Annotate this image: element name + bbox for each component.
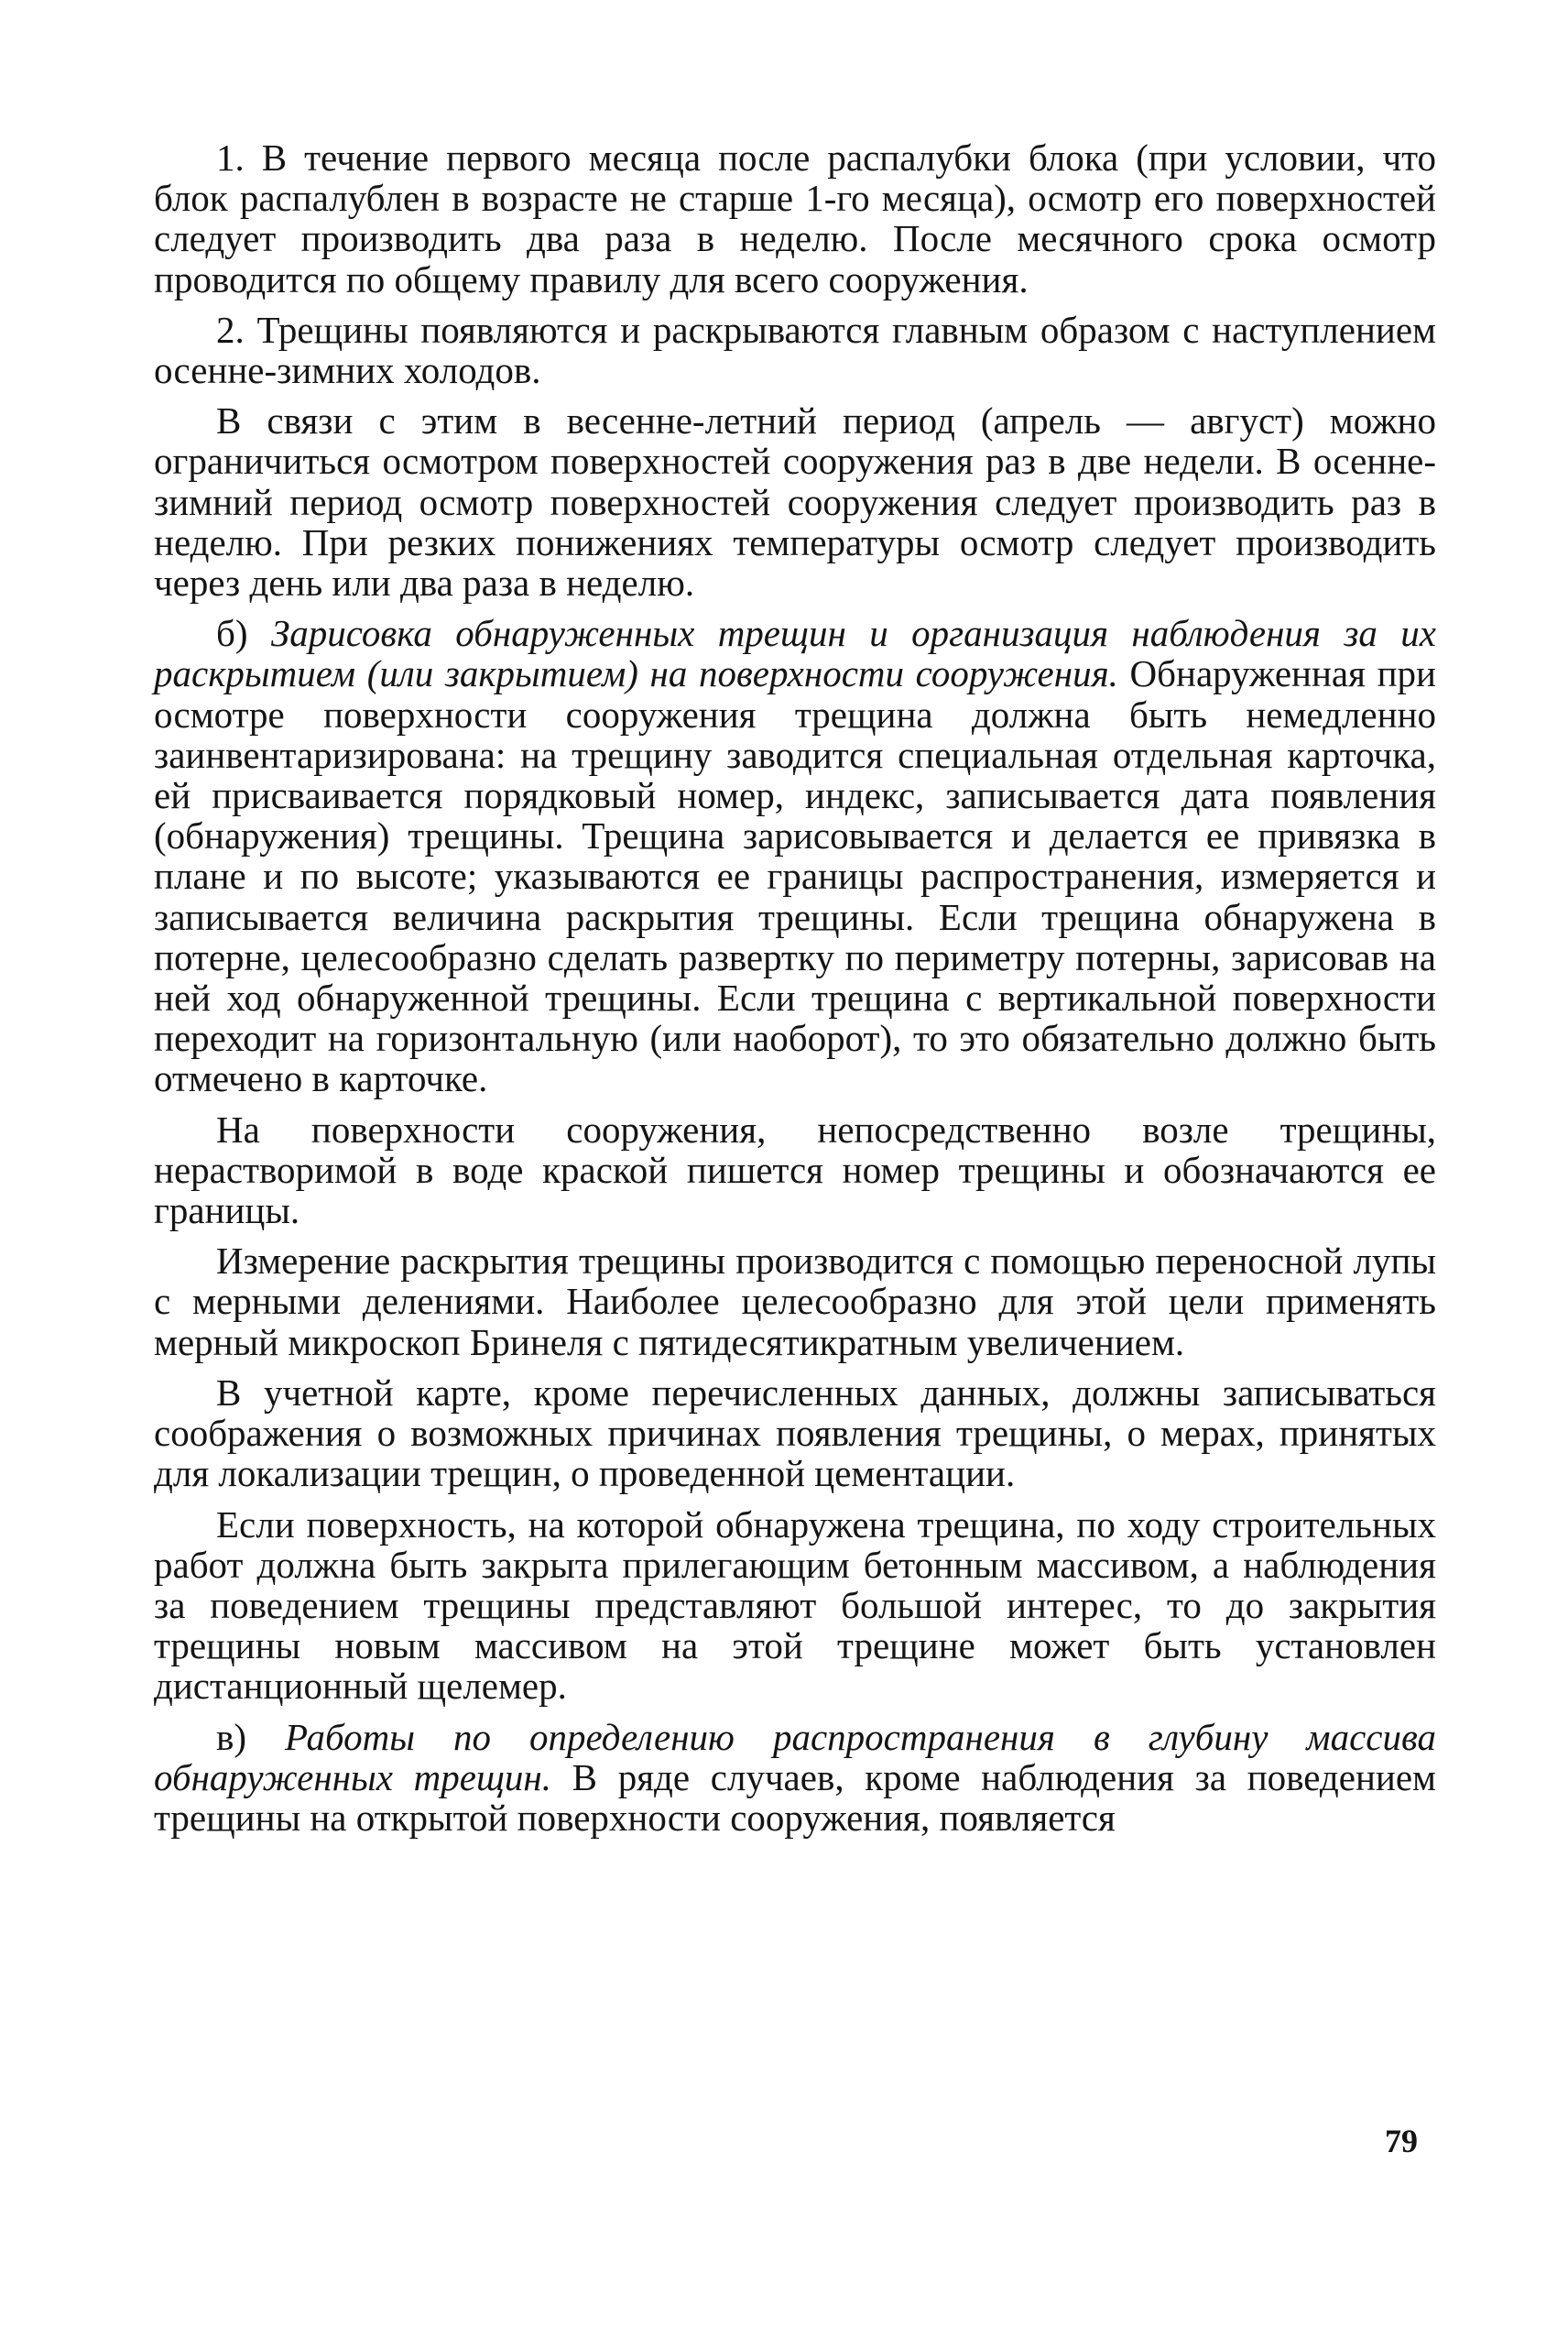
section-v-marker: в) (216, 1715, 286, 1758)
section-v-text: В ряде случаев, кроме наблюдения за поведением трещины на открытой поверхности сооружения, появляется (154, 1755, 1436, 1839)
paragraph-crack-marking: На поверхности сооружения, непосредственно возле трещины, нерастворимой в воде краской пишется номер трещины и обозначаются ее границы. (154, 1108, 1436, 1232)
page-body (154, 137, 1436, 1838)
page-number: 79 (1385, 2123, 1418, 2159)
section-b-marker: б) (216, 612, 271, 655)
paragraph-crack-measurement: Измерение раскрытия трещины производится с помощью переносной лупы с мерными делениями. Наиболее целесообразно для этой цели применять мерный микроскоп Бринеля с пятидесятикратным увеличением. (154, 1240, 1436, 1363)
paragraph-seasonal-inspection: В связи с этим в весенне-летний период (апрель — август) можно ограничиться осмотром поверхностей сооружения раз в две недели. В осенне-зимний период осмотр поверхностей сооружения следует производить раз в неделю. При резких понижениях температуры осмотр следует производить через день или два раза в неделю. (154, 399, 1436, 605)
paragraph-inspection-frequency: 1. В течение первого месяца после распалубки блока (при условии, что блок распалублен в возрасте не старше 1-го месяца), осмотр его поверхностей следует производить два раза в неделю. После месячного срока осмотр проводится по общему правилу для всего сооружения. (154, 137, 1436, 300)
paragraph-crack-depth (154, 1717, 1436, 1839)
paragraph-record-card: В учетной карте, кроме перечисленных данных, должны записываться соображения о возможных причинах появления трещины, о мерах, принятых для локализации трещин, о проведенной цементации. (154, 1371, 1436, 1495)
section-b-heading: Зарисовка обнаруженных трещин и организация наблюдения за их раскрытием (или закрытием) на поверхности сооружения. (154, 612, 1437, 695)
paragraph-remote-gauge: Если поверхность, на которой обнаружена трещина, по ходу строительных работ должна быть закрыта прилегающим бетонным массивом, а наблюдения за поведением трещины представляют большой интерес, то до закрытия трещины новым массивом на этой трещине может быть установлен дистанционный щелемер. (154, 1502, 1436, 1708)
paragraph-crack-sketching (154, 613, 1436, 1098)
section-b-text: Обнаруженная при осмотре поверхности сооружения трещина должна быть немедленно заинвентаризирована: на трещину заводится специальная отдельная карточка, ей присваивается порядковый номер, индекс, записывается дата появления (обнаружения) трещины. Трещина зарисовывается и делается ее привязка в плане и по высоте; указываются ее границы распространения, измеряется и записывается величина раскрытия трещины. Если трещина обнаружена в потерне, целесообразно сделать развертку по периметру потерны, зарисовав на ней ход обнаруженной трещины. Если трещина с вертикальной поверхности переходит на горизонтальную (или наоборот), то это обязательно должно быть отмечено в карточке. (154, 652, 1436, 1100)
paragraph-cracks-appearance: 2. Трещины появляются и раскрываются главным образом с наступлением осенне-зимних холодов. (154, 308, 1436, 392)
section-v-heading: Работы по определению распространения в глубину массива обнаруженных трещин. (154, 1715, 1437, 1798)
